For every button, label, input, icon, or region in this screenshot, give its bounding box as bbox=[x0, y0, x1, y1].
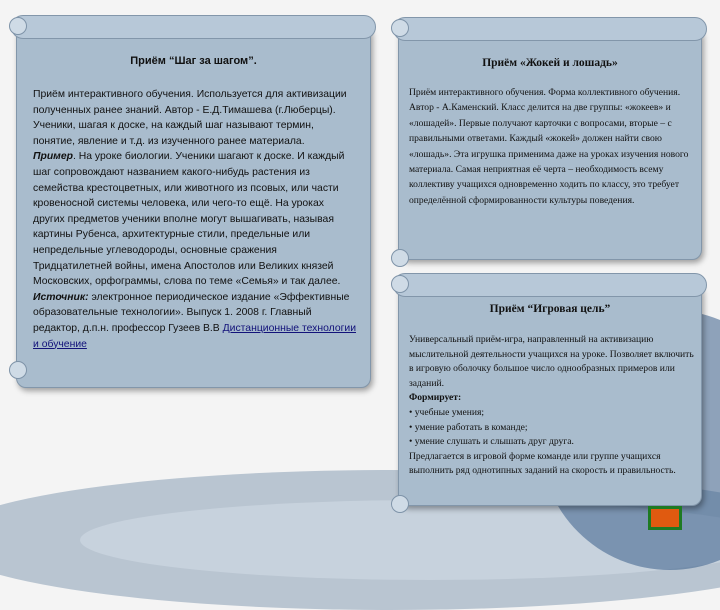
scroll-curl-icon bbox=[391, 275, 409, 293]
scroll-panel-step-by-step bbox=[16, 24, 371, 388]
source-label: Источник: bbox=[33, 291, 89, 303]
scroll-curl-icon bbox=[9, 17, 27, 35]
list-item: • умение слушать и слышать друг друга. bbox=[409, 436, 574, 448]
list-item: • умение работать в команде; bbox=[409, 421, 528, 433]
intro-text: Универсальный приём-игра, направленный на активизацию мыслительной деятельности учащихся на уроке. Позволяет включить в игровую оболочку большое число однообразных примеров или заданий. bbox=[409, 334, 694, 389]
source-text: электронное периодическое издание «Эффективные образовательные технологии». Выпуск 1. 2008 г. Главный редактор, д.п.н. профессор Гузеев В.В bbox=[33, 291, 350, 334]
panel-title: Приём «Жокей и лошадь» bbox=[482, 57, 618, 69]
panel-body bbox=[409, 333, 694, 479]
closing-text: Предлагается в игровой форме команде или группе учащихся выполнить ряд однотипных заданий на скорость и правильность. bbox=[409, 450, 676, 477]
list-item: • учебные умения; bbox=[409, 406, 485, 418]
panel-body bbox=[33, 87, 358, 352]
source-link[interactable]: Дистанционные технологии и обучение bbox=[33, 322, 356, 350]
intro-text: Приём интерактивного обучения. Используется для активизации полученных ранее знаний. Автор - Е.Д.Тимашева (г.Люберцы). bbox=[33, 89, 347, 116]
description-text: Ученики, шагая к доске, на каждый шаг называют термин, понятие, явление и т.д. из изученного ранее материала. bbox=[33, 120, 314, 147]
scroll-panel-game-goal bbox=[398, 282, 702, 506]
forms-heading bbox=[409, 391, 694, 406]
panel-title: Приём “Шаг за шагом”. bbox=[130, 55, 257, 67]
scroll-curl-icon bbox=[391, 19, 409, 37]
forms-label: Формирует: bbox=[409, 392, 462, 404]
next-slide-button[interactable] bbox=[648, 506, 682, 530]
scroll-curl-icon bbox=[9, 361, 27, 379]
panel-title: Приём “Игровая цель” bbox=[489, 303, 611, 315]
source-paragraph bbox=[33, 290, 358, 352]
example-label: Пример bbox=[33, 151, 73, 163]
example-text: . На уроке биологии. Ученики шагают к доске. И каждый шаг сопровождают названием какого-нибудь растения из семейства крестоцветных, или животного из псовых, или части кровеносной системы человека, или чего-то ещё. На уроках других предметов ученики вполне могут вышагивать, называя картины Рубенса, архитектурные стили, предельные или непредельные углеводороды, основные сражения Тридцатилетней войны, имена Апостолов или Великих князей Московских, орфограммы, слова по теме «Семья» и так далее. bbox=[33, 151, 345, 288]
scroll-curl-icon bbox=[391, 495, 409, 513]
scroll-panel-jockey-horse bbox=[398, 26, 702, 260]
scroll-curl-icon bbox=[391, 249, 409, 267]
example-paragraph bbox=[33, 149, 358, 289]
panel-body: Приём интерактивного обучения. Форма коллективного обучения. Автор - А.Каменский. Класс делится на две группы: «жокеев» и «лошадей». Первые получают карточки с вопросами, вторые – с правильными ответами. Каждый «жокей» должен найти свою «лошадь». Эта игрушка применима даже на уроках изучения нового материала. Самая неприятная её черта – необходимость всему коллективу учащихся одновременно ходить по классу, это требует определённой сформированности культуры поведения. bbox=[409, 87, 689, 206]
